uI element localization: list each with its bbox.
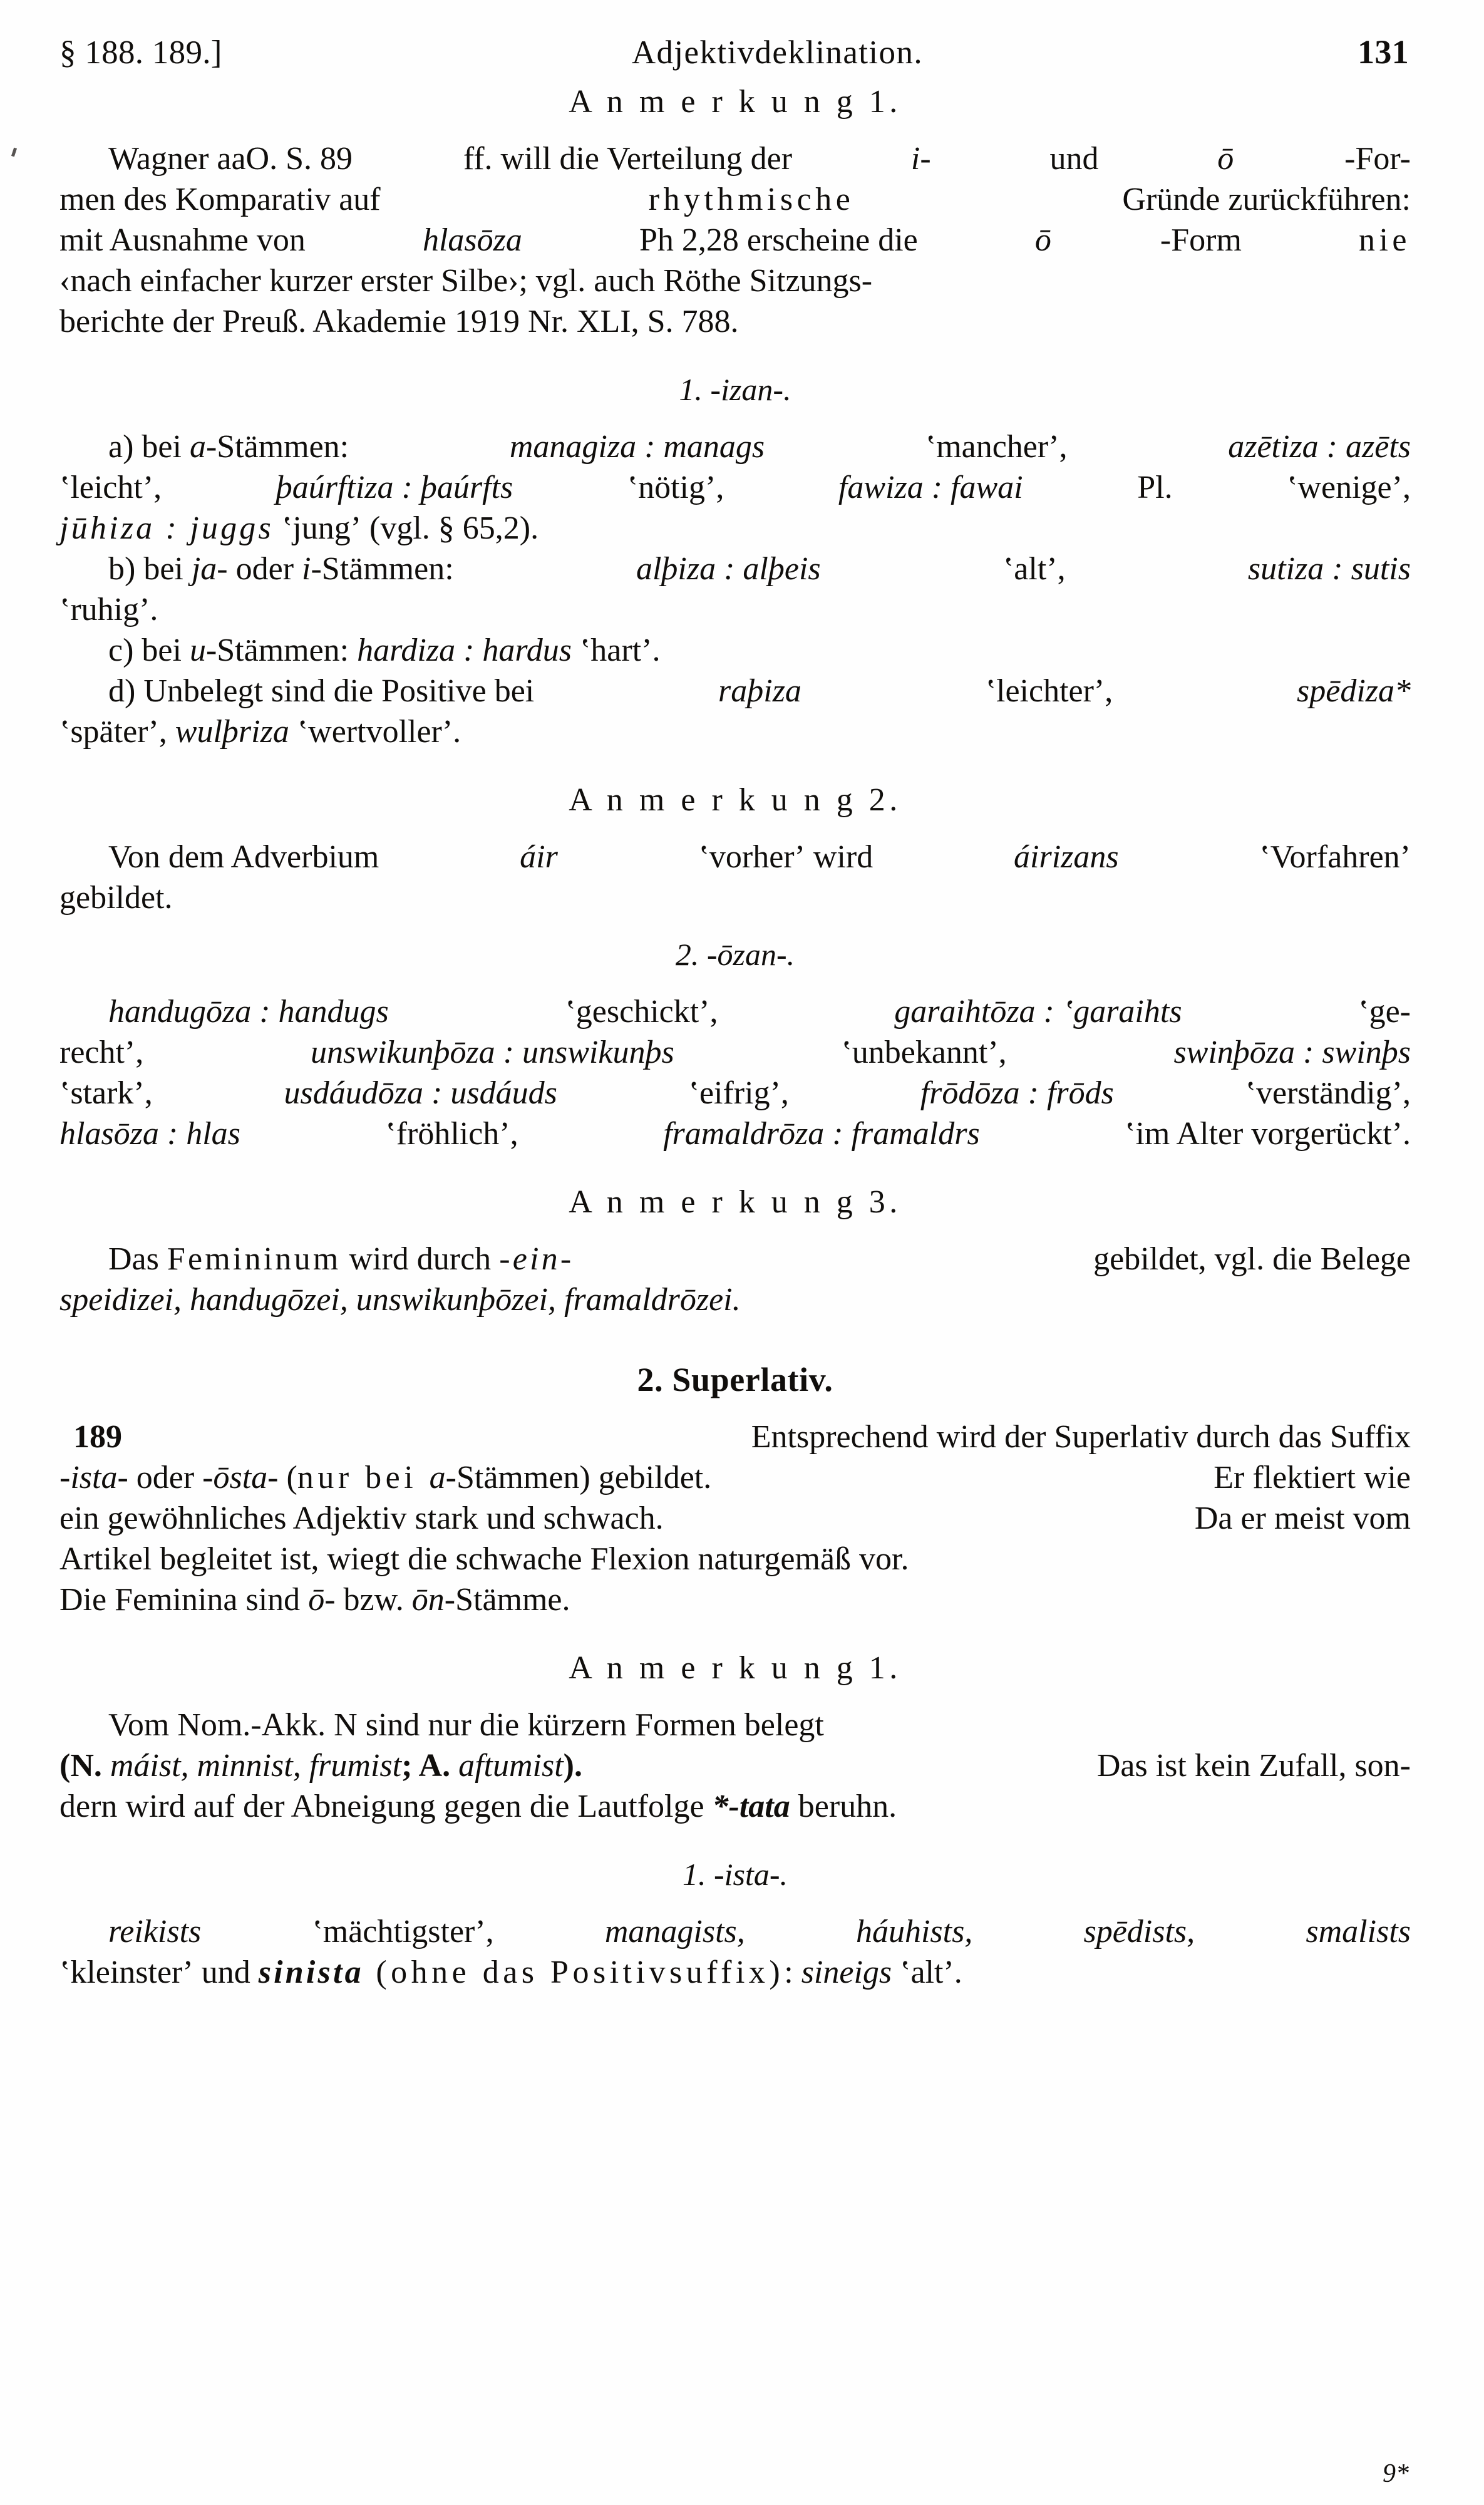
ozan-l1-p3: garaihtōza : ʽgaraihts [894, 994, 1182, 1030]
izan-a-l3-p1: jūhiza : juggs [59, 510, 274, 546]
note1-l3-d: ō [1034, 222, 1051, 258]
izan-a-l1-p2: a [189, 429, 206, 465]
izan-a-line-3 [59, 508, 1411, 549]
heading-anmerkung-3: A n m e r k u n g 3. [569, 1184, 902, 1220]
izan-c-line-1 [59, 630, 1411, 671]
izan-a-l2-p1: ʽleichtʼ, [59, 470, 162, 505]
note4-l2-p1: (N. [59, 1748, 110, 1784]
par189-l2-osta: -ōsta- [202, 1460, 279, 1495]
note1-l1-c: i- [910, 141, 931, 177]
izan-d-l2-p1: ʽspäterʼ, [59, 714, 175, 750]
ozan-l3-p1: ʽstarkʼ, [59, 1075, 153, 1111]
note4-line-3 [59, 1786, 1411, 1827]
izan-c-l1-p2: u [189, 633, 206, 668]
par189-line-4: Artikel begleitet ist, wiegt die schwache Flexion naturgemäß vor. [59, 1541, 909, 1577]
izan-b-l1-p1: b) bei [108, 551, 192, 587]
izan-a-l2-p3: ʽnötigʼ, [627, 470, 724, 505]
par189-line-5 [59, 1579, 1411, 1620]
note1-line-2 [59, 179, 1411, 220]
izan-b-line-2: ʽruhigʼ. [59, 592, 158, 628]
izan-b-l1-p7: ʽaltʼ, [1002, 551, 1066, 587]
izan-a-line-2 [59, 467, 1411, 508]
note1-l2-a: men des Komparativ auf [59, 182, 389, 217]
heading-anmerkung-1-superlativ: A n m e r k u n g 1. [569, 1650, 902, 1686]
note2-l1-p5: ʽVorfahrenʼ [1251, 839, 1411, 875]
heading-sub-ista-label: 1. -ista-. [682, 1857, 788, 1892]
note1-l3-nie: nie [1358, 222, 1411, 258]
signature-mark: 9* [1383, 2459, 1409, 2488]
note3-l2-forms: speidizei, handugōzei, unswikunþōzei, framaldrōzei. [59, 1282, 741, 1318]
note2-line-1 [59, 837, 1411, 877]
heading-sub-ozan-label: 2. -ōzan-. [675, 937, 795, 972]
ista-line-2 [59, 1952, 1411, 1993]
note3-l1-ein: -ein- [499, 1241, 574, 1277]
izan-a-l1-p1: a) bei [108, 429, 190, 465]
ista-l1-p5: spēdists, [1083, 1914, 1195, 1950]
izan-d-l1-p3: ʽleichterʼ, [977, 673, 1121, 709]
izan-d-l1-p4: spēdiza* [1297, 673, 1411, 709]
izan-c-l1-p5: ʽhartʼ. [571, 633, 661, 668]
note4-l2-p4: aftumist [458, 1748, 564, 1784]
par189-l3-p2: Da er meist vom [1194, 1500, 1411, 1536]
par189-l2-p2: oder [128, 1460, 203, 1495]
ozan-l3-p3: ʽeifrigʼ, [688, 1075, 789, 1111]
heading-anmerkung-1-izan: A n m e r k u n g 1. [569, 84, 902, 120]
note1-l3-e: -Form [1160, 222, 1250, 258]
izan-d-line-2 [59, 711, 1411, 752]
ista-l2-p5: sineigs [801, 1955, 892, 1990]
izan-a-l1-p4: managiza : manags [509, 429, 765, 465]
izan-d-l2-p2: wulþriza [175, 714, 289, 750]
ozan-l2-p3: ʽunbekanntʼ, [841, 1035, 1007, 1070]
izan-a-l3-p2: ʽjungʼ (vgl. § 65,2). [273, 510, 539, 546]
note2-l1-p2: áir [520, 839, 558, 875]
izan-b-l1-p2: ja- [191, 551, 228, 587]
par189-line-1 [59, 1417, 1411, 1457]
ozan-l4-p3: framaldrōza : framaldrs [663, 1116, 980, 1152]
note3-l1-p5: gebildet, vgl. die Belege [1085, 1241, 1411, 1277]
note1-l1-a: Wagner aaO. S. 89 [108, 141, 353, 177]
izan-b-l1-p8: sutiza : sutis [1247, 551, 1411, 587]
izan-b-line-1 [59, 549, 1411, 589]
heading-sub-izan [59, 369, 1411, 410]
ozan-l2-p1: rechtʼ, [59, 1035, 144, 1070]
running-head [59, 33, 1409, 70]
izan-d-l2-p3: ʽwertvollerʼ. [289, 714, 461, 750]
note1-l3-hlasoza: hlasōza [422, 222, 522, 258]
note3-line-2 [59, 1279, 1411, 1320]
izan-a-l2-p6: ʽwenigeʼ, [1287, 470, 1411, 505]
ozan-line-1 [59, 991, 1411, 1032]
note1-l1-e: ō [1217, 141, 1234, 177]
note2-line-2: gebildet. [59, 880, 173, 916]
running-title: Adjektivdeklination. [631, 34, 924, 71]
ista-l2-positivsuffix: (ohne das Positivsuffix) [363, 1955, 785, 1990]
note1-l1-b: ff. will die Verteilung der [463, 141, 801, 177]
heading-sub-izan-label: 1. -izan-. [679, 372, 791, 407]
note4-l3-p3: beruhn. [790, 1789, 897, 1824]
note1-l3-a: mit Ausnahme von [59, 222, 314, 258]
izan-b-l1-p6: alþiza : alþeis [636, 551, 821, 587]
heading-anmerkung-2: A n m e r k u n g 2. [569, 782, 902, 818]
note3-l1-femininum: Femininum [167, 1241, 341, 1277]
ozan-l1-p1: handugōza : handugs [108, 994, 389, 1030]
ista-line-1 [59, 1911, 1411, 1952]
par189-l5-p4: ōn [411, 1582, 445, 1618]
ozan-l4-p2: ʽfröhlichʼ, [385, 1116, 518, 1152]
izan-c-l1-p1: c) bei [108, 633, 190, 668]
izan-a-l2-p5: Pl. [1137, 470, 1173, 505]
ista-l2-sinista: sinista [258, 1955, 364, 1990]
izan-a-line-1 [59, 426, 1411, 467]
note4-l2-p3: ; A. [401, 1748, 459, 1784]
izan-a-l1-p3: -Stämmen: [205, 429, 358, 465]
note1-l3-c: Ph 2,28 erscheine die [631, 222, 926, 258]
par189-l2-p4: ( [278, 1460, 297, 1495]
note2-l1-p4: áirizans [1014, 839, 1119, 875]
izan-a-l2-p4: fawiza : fawai [838, 470, 1023, 505]
scan-artifact-speck [11, 148, 17, 157]
ista-l1-p4: háuhists, [855, 1914, 973, 1950]
par189-line-2 [59, 1457, 1411, 1498]
par189-l5-p2: ō [308, 1582, 325, 1618]
note4-l2-p6: Das ist kein Zufall, son- [1096, 1748, 1411, 1784]
note4-l2-p5: ). [563, 1748, 582, 1784]
note3-line-1 [59, 1239, 1411, 1279]
izan-c-l1-p4: hardiza : hardus [357, 633, 572, 668]
note1-l1-f: -For- [1344, 141, 1411, 177]
note1-line-4: ‹nach einfacher kurzer erster Silbe›; vgl. auch Röthe Sitzungs- [59, 263, 873, 299]
ozan-l1-p2: ʽgeschicktʼ, [565, 994, 718, 1030]
ozan-l2-p4: swinþōza : swinþs [1173, 1035, 1411, 1070]
note2-l1-p3: ʽvorherʼ wird [690, 839, 882, 875]
note2-l1-p1: Von dem Adverbium [108, 839, 388, 875]
izan-a-l1-p6: azētiza : azēts [1228, 429, 1411, 465]
ozan-l3-p4: frōdōza : frōds [920, 1075, 1114, 1111]
note1-line-1 [59, 138, 1411, 179]
izan-d-l1-p2: raþiza [718, 673, 801, 709]
izan-c-l1-p3: -Stämmen: [205, 633, 358, 668]
izan-d-l1-p1: d) Unbelegt sind die Positive bei [108, 673, 543, 709]
paragraph-number-189: 189 [73, 1419, 122, 1455]
ista-l1-p6: smalists [1306, 1914, 1411, 1950]
par189-l5-p5: -Stämme. [444, 1582, 570, 1618]
ozan-l4-p4: ʽim Alter vorgerücktʼ. [1125, 1116, 1411, 1152]
heading-sub-ozan [59, 934, 1411, 975]
izan-a-l2-p2: þaúrftiza : þaúrfts [276, 470, 513, 505]
note1-line-5: berichte der Preuß. Akademie 1919 Nr. XLI, S. 788. [59, 304, 739, 339]
izan-b-l1-p5: -Stämmen: [311, 551, 454, 587]
text-block [59, 81, 1411, 1993]
note4-l3-p1: dern wird auf der Abneigung gegen die Lautfolge [59, 1789, 713, 1824]
par189-l2-p7: -Stämmen) gebildet. [445, 1460, 712, 1495]
ozan-l4-p1: hlasōza : hlas [59, 1116, 240, 1152]
par189-l2-spaced: nur bei [297, 1460, 430, 1495]
note3-l1-p3: wird durch [341, 1241, 500, 1277]
izan-b-l1-p4: i [302, 551, 311, 587]
note1-l1-d: und [1041, 141, 1107, 177]
note1-l2-spaced: rhythmische [648, 182, 855, 217]
ozan-l3-p2: usdáudōza : usdáuds [284, 1075, 557, 1111]
note4-l1-p1: Vom Nom.-Akk. N sind nur die kürzern Formen belegt [108, 1707, 824, 1743]
ozan-line-2 [59, 1032, 1411, 1073]
ista-l1-p3: managists, [604, 1914, 745, 1950]
note4-l2-p2: máist, minnist, frumist [110, 1748, 402, 1784]
par189-l5-p3: - bzw. [324, 1582, 412, 1618]
heading-sub-ista [59, 1854, 1411, 1895]
izan-a-l1-p5: ʽmancherʼ, [917, 429, 1076, 465]
ista-l1-p2: ʽmächtigsterʼ, [312, 1914, 494, 1950]
ozan-line-4 [59, 1113, 1411, 1154]
section-reference: § 188. 189.] [59, 34, 222, 71]
par189-l2-p6: a [429, 1460, 446, 1495]
par189-l1-p1: Entsprechend wird der Superlativ durch das Suffix [751, 1419, 1411, 1455]
izan-b-l1-p3: oder [227, 551, 302, 587]
izan-d-line-1 [59, 671, 1411, 711]
note1-l2-c: Gründe zurückführen: [1114, 182, 1411, 217]
ista-l2-p6: ʽaltʼ. [892, 1955, 962, 1990]
par189-l5-p1: Die Feminina sind [59, 1582, 309, 1618]
ista-l2-p1: ʽkleinsterʼ und [59, 1955, 259, 1990]
ozan-l3-p5: ʽverständigʼ, [1245, 1075, 1411, 1111]
par189-l2-p8: Er flektiert wie [1213, 1460, 1411, 1495]
ista-l1-p1: reikists [108, 1914, 202, 1950]
note4-line-2 [59, 1745, 1411, 1786]
note4-line-1 [59, 1705, 1411, 1745]
par189-l3-p1: ein gewöhnliches Adjektiv stark und schwach. [59, 1500, 664, 1536]
page-number: 131 [1358, 33, 1409, 71]
ozan-line-3 [59, 1073, 1411, 1113]
par189-l2-ista: -ista- [59, 1460, 128, 1495]
ista-l2-p4: : [784, 1955, 801, 1990]
note1-line-3 [59, 220, 1411, 261]
note3-l1-p1: Das [108, 1241, 167, 1277]
note4-l3-tata: *-tata [712, 1789, 790, 1824]
ozan-l2-p2: unswikunþōza : unswikunþs [311, 1035, 674, 1070]
heading-section-superlativ: 2. Superlativ. [637, 1361, 833, 1398]
par189-line-3 [59, 1498, 1411, 1539]
ozan-l1-p4: ʽge- [1358, 994, 1411, 1030]
